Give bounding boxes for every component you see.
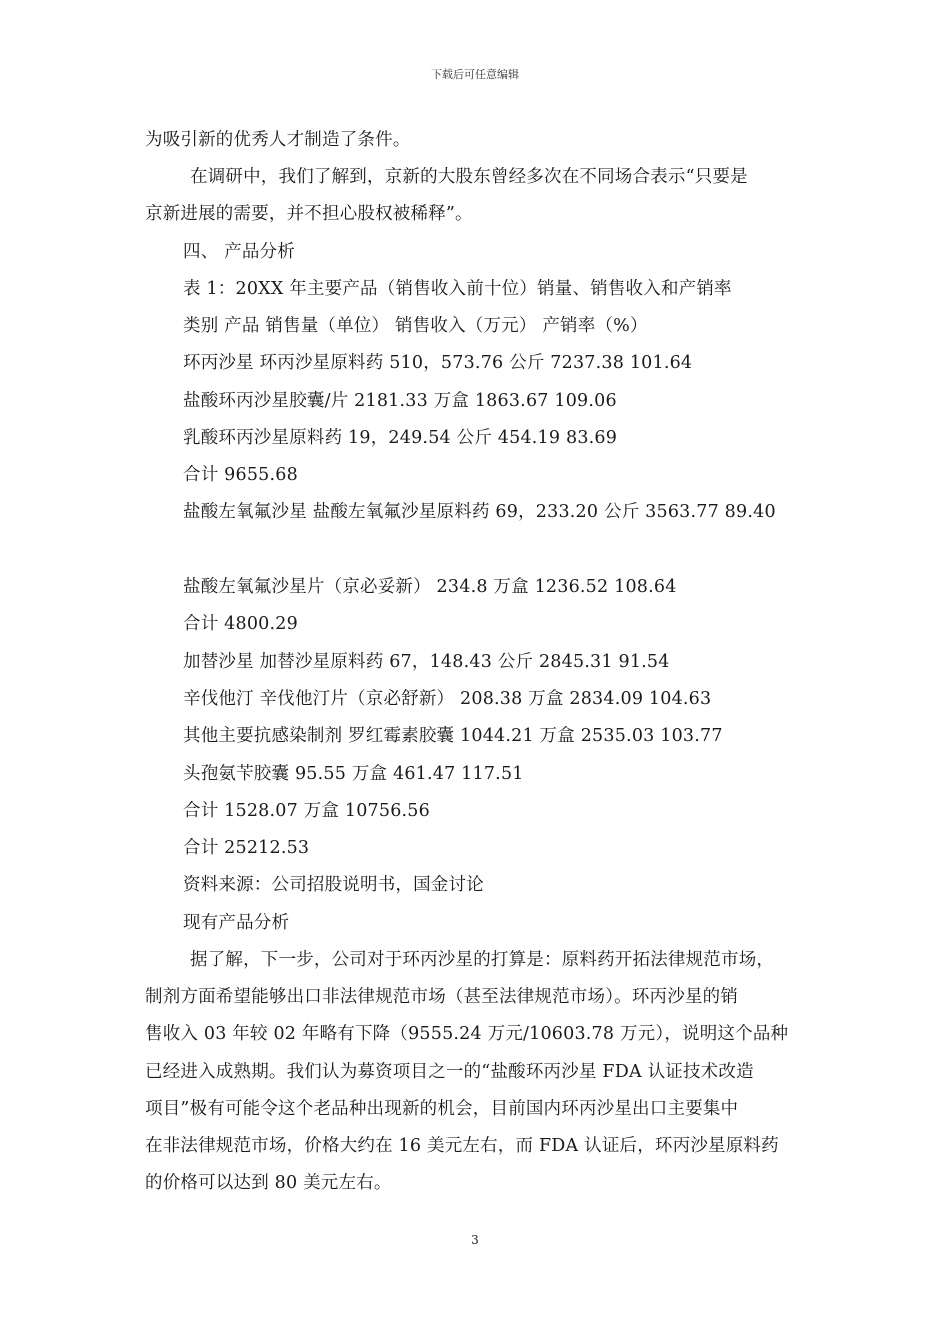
table-header: 类别 产品 销售量（单位） 销售收入（万元） 产销率（%）	[183, 316, 648, 336]
table-row: 盐酸左氧氟沙星片（京必妥新） 234.8 万盒 1236.52 108.64	[183, 577, 677, 597]
table-row: 加替沙星 加替沙星原料药 67，148.43 公斤 2845.31 91.54	[183, 652, 670, 672]
table-row: 盐酸环丙沙星胶囊/片 2181.33 万盒 1863.67 109.06	[183, 391, 617, 411]
paragraph-line: 京新进展的需要，并不担心股权被稀释”。	[145, 204, 473, 224]
paragraph-line: 的价格可以达到 80 美元左右。	[145, 1173, 392, 1193]
table-caption: 表 1：20XX 年主要产品（销售收入前十位）销量、销售收入和产销率	[183, 279, 732, 299]
table-row: 环丙沙星 环丙沙星原料药 510，573.76 公斤 7237.38 101.64	[183, 353, 693, 373]
paragraph-line: 据了解，下一步，公司对于环丙沙星的打算是：原料药开拓法律规范市场，	[190, 950, 775, 970]
table-row: 头孢氨苄胶囊 95.55 万盒 461.47 117.51	[183, 764, 524, 784]
paragraph-line: 制剂方面希望能够出口非法律规范市场（甚至法律规范市场）。环丙沙星的销	[145, 987, 739, 1007]
paragraph-line: 为吸引新的优秀人才制造了条件。	[145, 130, 411, 150]
table-row: 乳酸环丙沙星原料药 19，249.54 公斤 454.19 83.69	[183, 428, 618, 448]
table-row: 合计 25212.53	[183, 838, 310, 858]
page-number: 3	[471, 1233, 479, 1247]
paragraph-line: 在调研中，我们了解到，京新的大股东曾经多次在不同场合表示“只要是	[190, 167, 748, 187]
paragraph-line: 售收入 03 年较 02 年略有下降（9555.24 万元/10603.78 万元），说明这个品种	[145, 1024, 789, 1044]
paragraph-line: 在非法律规范市场，价格大约在 16 美元左右，而 FDA 认证后，环丙沙星原料药	[145, 1136, 779, 1156]
table-row: 其他主要抗感染制剂 罗红霉素胶囊 1044.21 万盒 2535.03 103.77	[183, 726, 723, 746]
table-row: 合计 4800.29	[183, 614, 298, 634]
section-heading: 四、 产品分析	[183, 242, 295, 262]
table-row: 合计 1528.07 万盒 10756.56	[183, 801, 430, 821]
paragraph-line: 已经进入成熟期。我们认为募资项目之一的“盐酸环丙沙星 FDA 认证技术改造	[145, 1062, 754, 1082]
paragraph-line: 项目”极有可能令这个老品种出现新的机会，目前国内环丙沙星出口主要集中	[145, 1099, 739, 1119]
source-note: 资料来源：公司招股说明书，国金讨论	[183, 875, 484, 895]
page-header: 下载后可任意编辑	[431, 68, 519, 81]
table-row: 盐酸左氧氟沙星 盐酸左氧氟沙星原料药 69，233.20 公斤 3563.77 89.40	[183, 502, 776, 522]
subheading: 现有产品分析	[183, 913, 290, 933]
table-row: 合计 9655.68	[183, 465, 298, 485]
table-row: 辛伐他汀 辛伐他汀片（京必舒新） 208.38 万盒 2834.09 104.63	[183, 689, 712, 709]
